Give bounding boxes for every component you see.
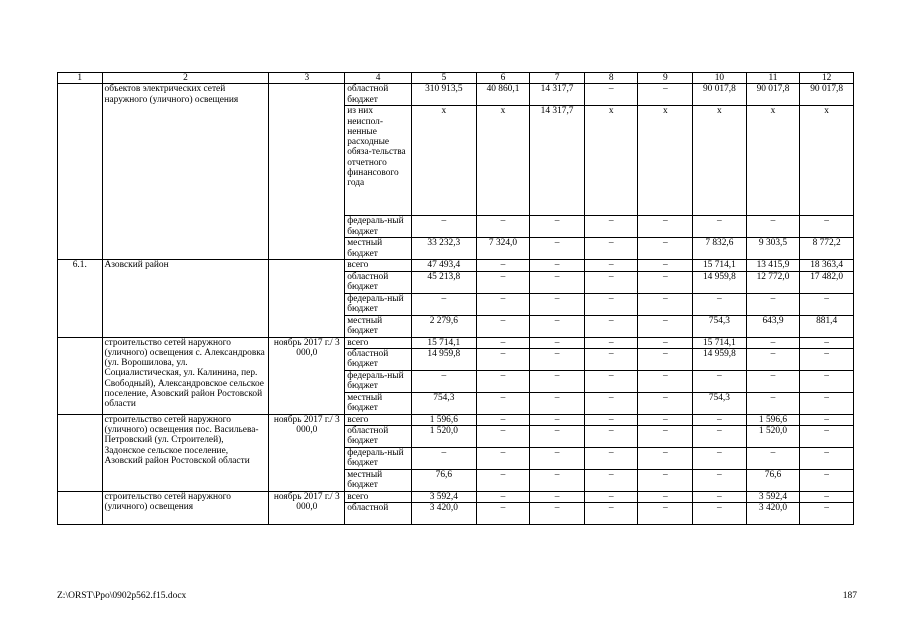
amount-cell: –: [638, 216, 693, 238]
amount-cell: 754,3: [693, 315, 747, 337]
funding-source: всего: [345, 337, 412, 348]
amount-cell: –: [800, 492, 854, 503]
funding-source: местный бюджет: [345, 470, 412, 492]
amount-cell: 33 232,3: [411, 238, 476, 260]
amount-cell: –: [584, 392, 638, 414]
funding-source: всего: [345, 260, 412, 271]
amount-cell: х: [411, 106, 476, 216]
amount-cell: –: [530, 238, 585, 260]
object-name: строительство сетей наружного (уличного) освещения: [102, 492, 269, 525]
amount-cell: –: [411, 370, 476, 392]
column-number: 4: [345, 73, 412, 84]
amount-cell: 3 420,0: [411, 503, 476, 525]
amount-cell: –: [746, 337, 800, 348]
amount-cell: –: [584, 426, 638, 448]
column-number-row: [58, 73, 854, 84]
amount-cell: –: [584, 84, 638, 106]
amount-cell: –: [693, 293, 747, 315]
amount-cell: х: [476, 106, 530, 216]
amount-cell: –: [693, 470, 747, 492]
funding-source: федераль-ный бюджет: [345, 216, 412, 238]
amount-cell: 12 772,0: [746, 271, 800, 293]
amount-cell: 754,3: [693, 392, 747, 414]
amount-cell: –: [530, 414, 585, 425]
amount-cell: –: [476, 503, 530, 525]
column-number: 3: [269, 73, 345, 84]
amount-cell: –: [584, 315, 638, 337]
amount-cell: –: [584, 216, 638, 238]
amount-cell: –: [693, 414, 747, 425]
item-number: 6.1.: [58, 260, 103, 337]
amount-cell: 881,4: [800, 315, 854, 337]
amount-cell: –: [800, 470, 854, 492]
amount-cell: 47 493,4: [411, 260, 476, 271]
amount-cell: –: [530, 503, 585, 525]
amount-cell: –: [800, 337, 854, 348]
amount-cell: 15 714,1: [693, 337, 747, 348]
object-name: строительство сетей наружного (уличного) освещения с. Александровка (ул. Ворошилова, ул. Социалистическая, ул. Калинина, пер. Свободный), Александровское сельское поселение, Азовский район Ростовской области: [102, 337, 269, 414]
amount-cell: –: [530, 260, 585, 271]
amount-cell: –: [476, 370, 530, 392]
column-number: 9: [638, 73, 693, 84]
funding-source: из них неиспол-ненные расходные обяза-тельства отчетного финансового года: [345, 106, 412, 216]
amount-cell: –: [693, 426, 747, 448]
amount-cell: 17 482,0: [800, 271, 854, 293]
amount-cell: 14 959,8: [693, 271, 747, 293]
column-number: 10: [693, 73, 747, 84]
amount-cell: –: [638, 392, 693, 414]
amount-cell: –: [638, 503, 693, 525]
amount-cell: –: [638, 470, 693, 492]
funding-source: всего: [345, 492, 412, 503]
deadline-capacity: [269, 260, 345, 337]
funding-source: областной бюджет: [345, 426, 412, 448]
amount-cell: –: [638, 370, 693, 392]
amount-cell: –: [530, 348, 585, 370]
amount-cell: –: [746, 448, 800, 470]
amount-cell: –: [746, 348, 800, 370]
amount-cell: х: [584, 106, 638, 216]
amount-cell: –: [411, 448, 476, 470]
amount-cell: –: [476, 448, 530, 470]
object-name: Азовский район: [102, 260, 269, 337]
funding-source: федераль-ный бюджет: [345, 448, 412, 470]
amount-cell: 310 913,5: [411, 84, 476, 106]
amount-cell: –: [530, 337, 585, 348]
amount-cell: –: [693, 448, 747, 470]
amount-cell: –: [584, 470, 638, 492]
column-number: 12: [800, 73, 854, 84]
amount-cell: –: [800, 448, 854, 470]
amount-cell: –: [530, 470, 585, 492]
amount-cell: 1 596,6: [746, 414, 800, 425]
amount-cell: х: [800, 106, 854, 216]
amount-cell: –: [584, 238, 638, 260]
amount-cell: –: [638, 426, 693, 448]
object-name: объектов электрических сетей наружного (уличного) освещения: [102, 84, 269, 260]
amount-cell: 14 959,8: [411, 348, 476, 370]
amount-cell: –: [476, 470, 530, 492]
amount-cell: 7 324,0: [476, 238, 530, 260]
amount-cell: –: [530, 271, 585, 293]
amount-cell: –: [530, 370, 585, 392]
amount-cell: –: [800, 370, 854, 392]
deadline-capacity: ноябрь 2017 г./ 3 000,0: [269, 414, 345, 491]
table-row: [58, 337, 854, 348]
amount-cell: –: [584, 492, 638, 503]
amount-cell: –: [530, 315, 585, 337]
column-number: 5: [411, 73, 476, 84]
budget-table: [57, 72, 854, 525]
table-row: [58, 492, 854, 503]
item-number: [58, 492, 103, 525]
funding-source: федераль-ный бюджет: [345, 293, 412, 315]
amount-cell: –: [746, 392, 800, 414]
amount-cell: –: [476, 337, 530, 348]
deadline-capacity: [269, 84, 345, 260]
funding-source: областной: [345, 503, 412, 525]
amount-cell: –: [530, 426, 585, 448]
amount-cell: 643,9: [746, 315, 800, 337]
amount-cell: –: [638, 271, 693, 293]
amount-cell: –: [584, 448, 638, 470]
item-number: [58, 414, 103, 491]
amount-cell: –: [638, 293, 693, 315]
amount-cell: –: [530, 216, 585, 238]
amount-cell: 45 213,8: [411, 271, 476, 293]
amount-cell: –: [530, 492, 585, 503]
funding-source: всего: [345, 414, 412, 425]
amount-cell: 13 415,9: [746, 260, 800, 271]
amount-cell: 14 317,7: [530, 84, 585, 106]
funding-source: местный бюджет: [345, 392, 412, 414]
amount-cell: 754,3: [411, 392, 476, 414]
funding-source: местный бюджет: [345, 315, 412, 337]
amount-cell: –: [693, 216, 747, 238]
amount-cell: 90 017,8: [693, 84, 747, 106]
amount-cell: –: [638, 348, 693, 370]
amount-cell: –: [584, 348, 638, 370]
deadline-capacity: ноябрь 2017 г./ 3 000,0: [269, 337, 345, 414]
amount-cell: –: [638, 84, 693, 106]
table-body: [58, 73, 854, 525]
file-path: Z:\ORST\Ppo\0902p562.f15.docx: [57, 591, 187, 601]
amount-cell: 1 520,0: [746, 426, 800, 448]
amount-cell: –: [638, 448, 693, 470]
amount-cell: –: [800, 348, 854, 370]
amount-cell: 1 520,0: [411, 426, 476, 448]
amount-cell: –: [800, 503, 854, 525]
amount-cell: –: [638, 238, 693, 260]
amount-cell: –: [800, 414, 854, 425]
amount-cell: х: [693, 106, 747, 216]
amount-cell: –: [800, 293, 854, 315]
amount-cell: –: [476, 492, 530, 503]
funding-source: федераль-ный бюджет: [345, 370, 412, 392]
amount-cell: 18 363,4: [800, 260, 854, 271]
amount-cell: –: [476, 426, 530, 448]
amount-cell: –: [800, 426, 854, 448]
amount-cell: –: [584, 414, 638, 425]
amount-cell: 3 592,4: [746, 492, 800, 503]
amount-cell: –: [584, 271, 638, 293]
amount-cell: 3 420,0: [746, 503, 800, 525]
amount-cell: –: [530, 448, 585, 470]
amount-cell: –: [584, 503, 638, 525]
funding-source: областной бюджет: [345, 84, 412, 106]
amount-cell: 7 832,6: [693, 238, 747, 260]
amount-cell: –: [800, 216, 854, 238]
item-number: [58, 84, 103, 260]
amount-cell: –: [411, 216, 476, 238]
column-number: 2: [102, 73, 269, 84]
amount-cell: –: [476, 260, 530, 271]
amount-cell: –: [476, 271, 530, 293]
column-number: 11: [746, 73, 800, 84]
amount-cell: 76,6: [411, 470, 476, 492]
item-number: [58, 337, 103, 414]
amount-cell: 2 279,6: [411, 315, 476, 337]
amount-cell: 1 596,6: [411, 414, 476, 425]
amount-cell: –: [693, 370, 747, 392]
amount-cell: х: [746, 106, 800, 216]
amount-cell: 40 860,1: [476, 84, 530, 106]
amount-cell: –: [584, 260, 638, 271]
deadline-capacity: ноябрь 2017 г./ 3 000,0: [269, 492, 345, 525]
amount-cell: –: [584, 293, 638, 315]
amount-cell: –: [530, 392, 585, 414]
table-row: [58, 414, 854, 425]
amount-cell: 9 303,5: [746, 238, 800, 260]
table-row: [58, 84, 854, 106]
amount-cell: 8 772,2: [800, 238, 854, 260]
amount-cell: 90 017,8: [746, 84, 800, 106]
column-number: 8: [584, 73, 638, 84]
amount-cell: –: [476, 392, 530, 414]
amount-cell: 76,6: [746, 470, 800, 492]
amount-cell: 14 959,8: [693, 348, 747, 370]
amount-cell: –: [746, 216, 800, 238]
page-number: 187: [842, 591, 857, 601]
funding-source: областной бюджет: [345, 348, 412, 370]
amount-cell: –: [411, 293, 476, 315]
column-number: 6: [476, 73, 530, 84]
amount-cell: 15 714,1: [411, 337, 476, 348]
amount-cell: –: [584, 370, 638, 392]
amount-cell: –: [693, 492, 747, 503]
amount-cell: –: [476, 414, 530, 425]
amount-cell: 15 714,1: [693, 260, 747, 271]
amount-cell: –: [693, 503, 747, 525]
amount-cell: –: [476, 216, 530, 238]
amount-cell: 90 017,8: [800, 84, 854, 106]
amount-cell: –: [638, 414, 693, 425]
amount-cell: –: [746, 293, 800, 315]
amount-cell: –: [476, 315, 530, 337]
table-row: [58, 260, 854, 271]
amount-cell: –: [638, 337, 693, 348]
amount-cell: –: [530, 293, 585, 315]
amount-cell: –: [746, 370, 800, 392]
amount-cell: –: [638, 315, 693, 337]
funding-source: местный бюджет: [345, 238, 412, 260]
amount-cell: –: [476, 348, 530, 370]
column-number: 1: [58, 73, 103, 84]
amount-cell: –: [584, 337, 638, 348]
amount-cell: –: [638, 260, 693, 271]
object-name: строительство сетей наружного (уличного) освещения пос. Васильева-Петровский (ул. Строителей), Задонское сельское поселение, Азовский район Ростовской области: [102, 414, 269, 491]
amount-cell: х: [638, 106, 693, 216]
amount-cell: –: [638, 492, 693, 503]
column-number: 7: [530, 73, 585, 84]
amount-cell: 3 592,4: [411, 492, 476, 503]
funding-source: областной бюджет: [345, 271, 412, 293]
amount-cell: –: [476, 293, 530, 315]
amount-cell: –: [800, 392, 854, 414]
amount-cell: 14 317,7: [530, 106, 585, 216]
